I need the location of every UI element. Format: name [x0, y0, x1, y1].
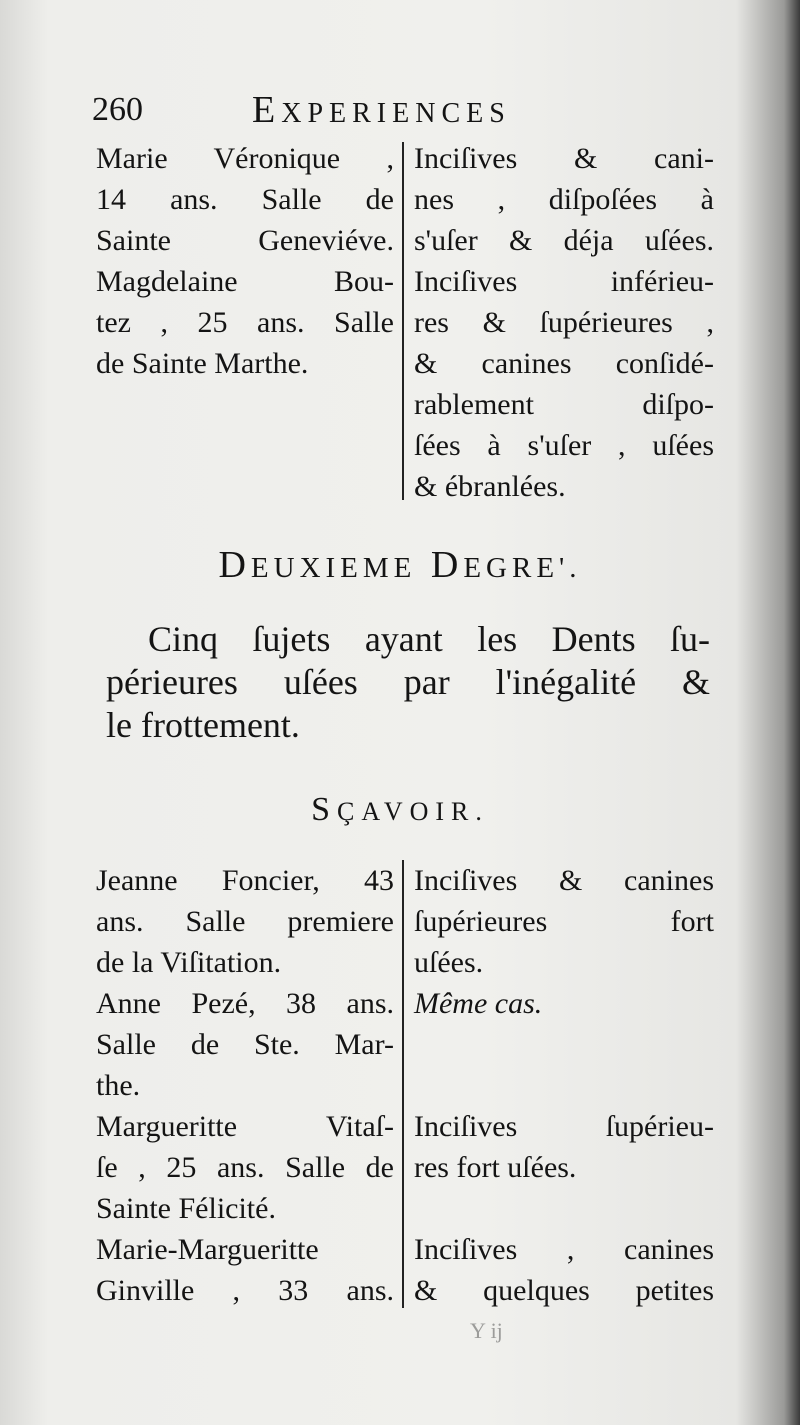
table-line: uſées.	[414, 946, 484, 979]
table-line: 14 ans. Salle de	[96, 183, 394, 216]
body-paragraph	[106, 618, 710, 747]
table-line: ſupérieures fort	[414, 905, 714, 938]
patient-column	[96, 860, 394, 1311]
table-line: Anne Pezé, 38 ans.	[96, 987, 394, 1020]
subheading: SÇAVOIR.	[311, 791, 489, 828]
signature-mark: Y ij	[470, 1318, 503, 1343]
section-heading: DEUXIEME DEGRE'.	[218, 544, 582, 586]
table-line: de la Viſitation.	[96, 946, 282, 979]
table-line: rablement diſpo-	[414, 388, 714, 421]
observation-column	[414, 860, 714, 1311]
table-line: Sainte Geneviéve.	[96, 224, 394, 257]
table-line: Salle de Ste. Mar-	[96, 1028, 394, 1061]
observation-column	[414, 138, 714, 507]
table-line: ans. Salle premiere	[96, 905, 394, 938]
page-number: 260	[92, 91, 143, 128]
table-line: Inciſives ſupérieu-	[414, 1110, 714, 1143]
table-line: Inciſives & canines	[414, 864, 714, 897]
table-line: & canines conſidé-	[414, 347, 714, 380]
table-line: nes , diſpoſées à	[414, 183, 714, 216]
table-line: Sainte Félicité.	[96, 1192, 276, 1225]
table-line: res fort uſées.	[414, 1151, 577, 1184]
table-line: Même cas.	[414, 987, 543, 1020]
table-line: Magdelaine Bou-	[96, 265, 394, 298]
table-line: Inciſives & cani-	[414, 142, 714, 175]
table-line: & quelques petites	[414, 1274, 714, 1307]
column-divider	[402, 142, 404, 500]
table-line: Ginville , 33 ans.	[96, 1274, 394, 1307]
page-header	[92, 88, 712, 132]
table-line: Marie-Margueritte	[96, 1233, 319, 1266]
paragraph-line: périeures uſées par l'inégalité &	[106, 662, 710, 702]
table-line: s'uſer & déja uſées.	[414, 224, 714, 257]
table-line: Margueritte Vitaſ-	[96, 1110, 394, 1143]
table-line: Marie Véronique ,	[96, 142, 394, 175]
column-divider	[402, 860, 404, 1308]
table-line	[414, 1065, 714, 1106]
paragraph-line: le frottement.	[106, 705, 300, 745]
running-head: EXPERIENCES	[252, 89, 511, 131]
table-line: & ébranlées.	[414, 470, 566, 503]
table-line: the.	[96, 1069, 141, 1102]
table-line: ſées à s'uſer , uſées	[414, 429, 714, 462]
patient-column	[96, 138, 394, 384]
table-line	[414, 1188, 714, 1229]
table-line: Inciſives inférieu-	[414, 265, 714, 298]
table-line: tez , 25 ans. Salle	[96, 306, 394, 339]
paragraph-line: Cinq ſujets ayant les Dents ſu-	[148, 619, 710, 659]
table-line: res & ſupérieures ,	[414, 306, 714, 339]
table-line: de Sainte Marthe.	[96, 347, 309, 380]
table-line: Jeanne Foncier, 43	[96, 864, 394, 897]
table-line	[414, 1024, 714, 1065]
table-line: ſe , 25 ans. Salle de	[96, 1151, 394, 1184]
table-line: Inciſives , canines	[414, 1233, 714, 1266]
